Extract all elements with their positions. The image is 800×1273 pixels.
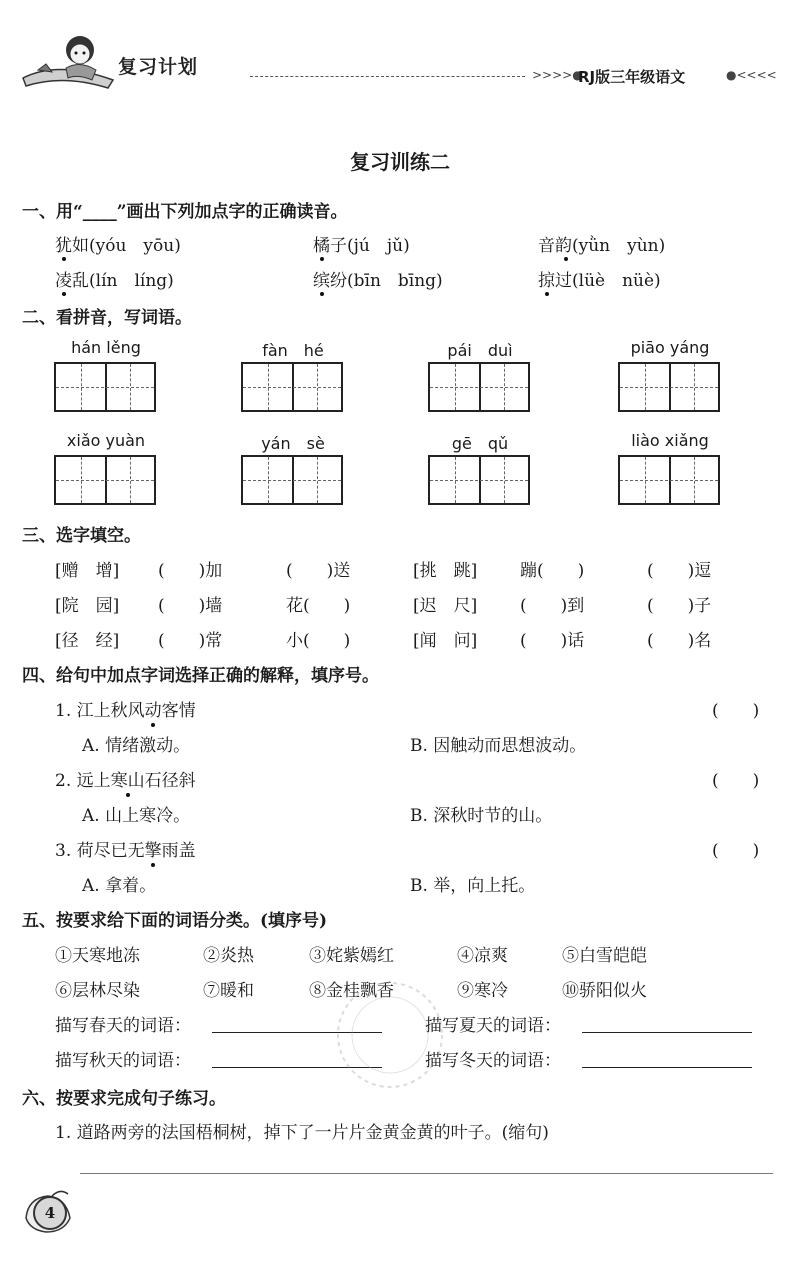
s3-r2-pair-b: [迟 尺] <box>413 596 478 616</box>
header-arrows-left-icon: >>>>● <box>532 68 583 82</box>
s5-word-9: ⑨寒冷 <box>457 981 508 1001</box>
s5-word-3: ③姹紫嫣红 <box>309 946 394 966</box>
s4-q1-option-a: A. 情绪激动。 <box>82 736 191 756</box>
page-number: 4 <box>33 1196 67 1230</box>
s3-r1-blank-3[interactable]: 蹦( ) <box>520 561 585 581</box>
pinyin-3: pái duì <box>447 341 513 360</box>
answer-line-summer[interactable] <box>582 1032 752 1033</box>
s5-label-autumn: 描写秋天的词语： <box>55 1051 191 1071</box>
q-text-post: 雨盖 <box>161 841 196 861</box>
section-4-heading: 四、给句中加点字词选择正确的解释，填序号。 <box>22 666 379 686</box>
s5-label-summer: 描写夏天的词语： <box>425 1016 561 1036</box>
watermark-stamp <box>330 975 450 1095</box>
header-title: 复习计划 <box>118 56 199 78</box>
s5-word-7: ⑦暖和 <box>203 981 254 1001</box>
emphasis-dot <box>62 292 66 296</box>
emphasis-dot <box>564 257 568 261</box>
section-5-heading: 五、按要求给下面的词语分类。(填序号) <box>22 911 328 931</box>
q-text-post: 石径斜 <box>144 771 196 791</box>
s3-r2-pair-a: [院 园] <box>55 596 120 616</box>
answer-line-winter[interactable] <box>582 1067 752 1068</box>
s3-r1-blank-2[interactable]: ( )送 <box>286 561 351 581</box>
s5-word-8: ⑧金桂飘香 <box>309 981 394 1001</box>
header-grade-label: RJ版三年级语文 <box>578 68 686 86</box>
s3-r2-blank-4[interactable]: ( )子 <box>647 596 712 616</box>
section-3-heading: 三、选字填空。 <box>22 526 141 546</box>
pinyin-5: xiǎo yuàn <box>66 431 146 450</box>
s5-word-4: ④凉爽 <box>457 946 508 966</box>
s1-item-4: 凌乱(lín líng) <box>55 271 174 291</box>
q-number: 3. <box>55 841 72 861</box>
s1-item-6: 掠过(lüè nüè) <box>538 271 661 291</box>
s5-label-winter: 描写冬天的词语： <box>425 1051 561 1071</box>
section-2-heading: 二、看拼音，写词语。 <box>22 308 192 328</box>
pinyin-7: gē qǔ <box>451 434 509 453</box>
s5-word-1: ①天寒地冻 <box>55 946 140 966</box>
s3-r1-pair-a: [赠 增] <box>55 561 120 581</box>
writing-grid-8[interactable] <box>618 455 720 505</box>
q-number: 2. <box>55 771 72 791</box>
footer-divider <box>80 1173 773 1174</box>
s5-word-5: ⑤白雪皑皑 <box>562 946 647 966</box>
s3-r3-pair-a: [径 经] <box>55 631 120 651</box>
writing-grid-2[interactable] <box>241 362 343 412</box>
q-dotted-word: 擎 <box>144 841 162 861</box>
header-arrows-right-icon: ●<<<< <box>726 68 777 82</box>
s3-r3-blank-2[interactable]: 小( ) <box>286 631 351 651</box>
s3-r1-blank-4[interactable]: ( )逗 <box>647 561 712 581</box>
s4-question-3 <box>55 836 196 861</box>
pinyin-1: hán lěng <box>71 338 141 357</box>
q-dotted-word: 动 <box>144 701 162 721</box>
pinyin-8: liào xiǎng <box>631 431 709 450</box>
header-divider <box>250 76 525 77</box>
q-dotted-word: 寒山 <box>110 771 145 791</box>
emphasis-dot <box>545 292 549 296</box>
s3-r3-blank-4[interactable]: ( )名 <box>647 631 712 651</box>
s4-q1-option-b: B. 因触动而思想波动。 <box>410 736 587 756</box>
s4-answer-paren-3[interactable]: ( ) <box>712 841 760 861</box>
s3-r3-blank-3[interactable]: ( )话 <box>520 631 585 651</box>
s4-q3-option-a: A. 拿着。 <box>82 876 157 896</box>
s3-r3-pair-b: [闻 问] <box>413 631 478 651</box>
writing-grid-3[interactable] <box>428 362 530 412</box>
q-text-pre: 远上 <box>76 771 111 791</box>
emphasis-dot <box>320 292 324 296</box>
pinyin-6: yán sè <box>261 434 325 453</box>
pinyin-4: piāo yáng <box>630 338 710 357</box>
s1-item-5: 缤纷(bīn bīng) <box>313 271 443 291</box>
mascot-illustration <box>18 30 118 92</box>
s5-word-2: ②炎热 <box>203 946 254 966</box>
s5-word-10: ⑩骄阳似火 <box>562 981 647 1001</box>
s3-r1-blank-1[interactable]: ( )加 <box>158 561 223 581</box>
emphasis-dot <box>62 257 66 261</box>
s4-answer-paren-2[interactable]: ( ) <box>712 771 760 791</box>
s4-q3-option-b: B. 举，向上托。 <box>410 876 536 896</box>
q-text-post: 客情 <box>161 701 196 721</box>
writing-grid-4[interactable] <box>618 362 720 412</box>
s5-label-spring: 描写春天的词语： <box>55 1016 191 1036</box>
s3-r3-blank-1[interactable]: ( )常 <box>158 631 223 651</box>
section-1-heading: 一、用“____”画出下列加点字的正确读音。 <box>22 202 348 222</box>
q-number: 1. <box>55 701 72 721</box>
emphasis-dot <box>320 257 324 261</box>
pinyin-2: fàn hé <box>262 341 324 360</box>
q-text-pre: 江上秋风 <box>76 701 145 721</box>
page-title: 复习训练二 <box>350 150 450 174</box>
s6-question-1: 1. 道路两旁的法国梧桐树，掉下了一片片金黄金黄的叶子。(缩句) <box>55 1123 549 1143</box>
s4-q2-option-b: B. 深秋时节的山。 <box>410 806 553 826</box>
writing-grid-7[interactable] <box>428 455 530 505</box>
s3-r2-blank-3[interactable]: ( )到 <box>520 596 585 616</box>
s1-item-2: 橘子(jú jǔ) <box>313 236 410 256</box>
s4-q2-option-a: A. 山上寒冷。 <box>82 806 191 826</box>
section-6-heading: 六、按要求完成句子练习。 <box>22 1089 226 1109</box>
s3-r2-blank-2[interactable]: 花( ) <box>286 596 351 616</box>
writing-grid-5[interactable] <box>54 455 156 505</box>
s4-question-2 <box>55 766 196 791</box>
s1-item-3: 音韵(yǜn yùn) <box>538 236 666 256</box>
writing-grid-6[interactable] <box>241 455 343 505</box>
writing-grid-1[interactable] <box>54 362 156 412</box>
s5-word-6: ⑥层林尽染 <box>55 981 140 1001</box>
s3-r1-pair-b: [挑 跳] <box>413 561 478 581</box>
s1-item-1: 犹如(yóu yōu) <box>55 236 181 256</box>
s3-r2-blank-1[interactable]: ( )墙 <box>158 596 223 616</box>
q-text-pre: 荷尽已无 <box>76 841 145 861</box>
s4-question-1 <box>55 696 196 721</box>
s4-answer-paren-1[interactable]: ( ) <box>712 701 760 721</box>
